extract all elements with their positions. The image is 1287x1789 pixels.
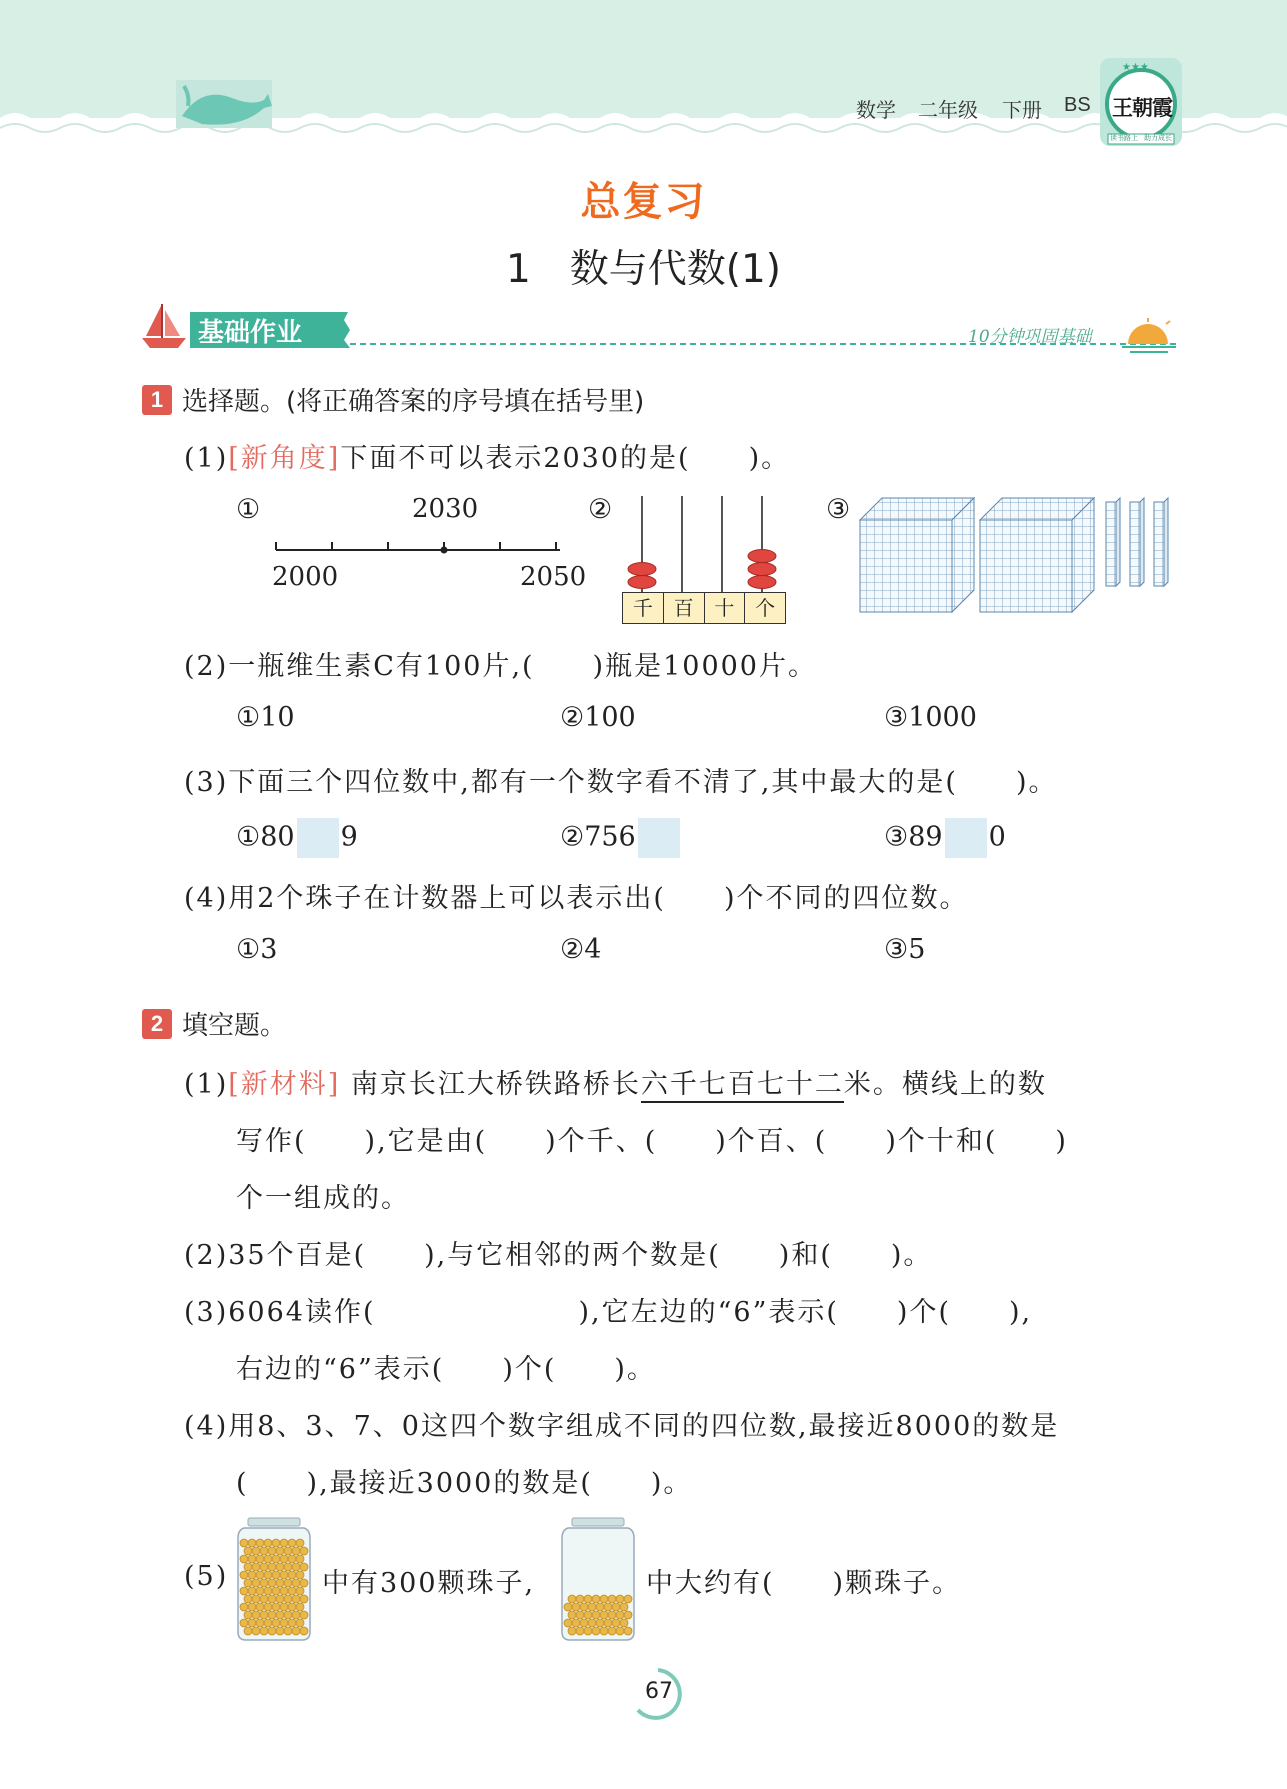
abacus [620, 494, 790, 594]
bead [592, 1595, 600, 1603]
bead [272, 1555, 280, 1563]
bead [576, 1611, 584, 1619]
q2-p1-underlined-number: 六千七百七十二 [641, 1069, 844, 1103]
page-title: 总复习 [580, 179, 707, 225]
bead [272, 1539, 280, 1547]
abacus-label-row [622, 592, 786, 624]
bead [260, 1627, 268, 1635]
header-volume: 下册 [1002, 100, 1042, 122]
bead [288, 1555, 296, 1563]
bead [244, 1579, 252, 1587]
bead [240, 1603, 248, 1611]
number-line [270, 534, 566, 564]
q2-p5-post: 中大约有( )颗珠子。 [646, 1568, 962, 1599]
bead [620, 1603, 628, 1611]
bead [596, 1603, 604, 1611]
smudged-digit-box [945, 818, 987, 858]
bead [616, 1595, 624, 1603]
bead [252, 1563, 260, 1571]
bead [568, 1611, 576, 1619]
bead [572, 1619, 580, 1627]
bead [288, 1587, 296, 1595]
logo-sub-left: 读书路上 [1110, 134, 1138, 142]
bead [248, 1603, 256, 1611]
bead [276, 1611, 284, 1619]
numline-top-label: 2030 [412, 494, 479, 524]
q2-p5-mid: 中有300颗珠子, [322, 1568, 536, 1599]
bead [564, 1603, 572, 1611]
bead [576, 1595, 584, 1603]
bead [248, 1571, 256, 1579]
thousand-cube-2 [980, 498, 1094, 612]
q2-p1-line1 [184, 1062, 1047, 1101]
bead [252, 1611, 260, 1619]
q1-p3-option-1 [236, 818, 358, 858]
bead [588, 1619, 596, 1627]
bead [264, 1603, 272, 1611]
bead [244, 1547, 252, 1555]
q2-p1-line3: 个一组成的。 [236, 1183, 410, 1214]
bead [296, 1539, 304, 1547]
bead [256, 1555, 264, 1563]
bead [244, 1595, 252, 1603]
partial-bead-jar-icon [558, 1516, 638, 1642]
q1-p3-option-3-post: 0 [988, 821, 1006, 853]
bead [600, 1627, 608, 1635]
bead [252, 1627, 260, 1635]
bead [284, 1579, 292, 1587]
header-edition: BS [1064, 94, 1091, 116]
q1-p1-index: (1) [184, 443, 229, 474]
bead [300, 1595, 308, 1603]
bead [592, 1627, 600, 1635]
bead [272, 1587, 280, 1595]
abacus-bead [748, 563, 776, 576]
bead [624, 1595, 632, 1603]
bead [268, 1611, 276, 1619]
full-bead-jar-icon [234, 1516, 314, 1642]
q1-p4-option-2: ②4 [560, 934, 602, 965]
bead [280, 1587, 288, 1595]
bead [296, 1603, 304, 1611]
bead [616, 1627, 624, 1635]
bead [584, 1595, 592, 1603]
bead [252, 1595, 260, 1603]
bead [244, 1563, 252, 1571]
q1-p1-stem [184, 436, 790, 475]
bead [596, 1619, 604, 1627]
bead [604, 1603, 612, 1611]
q2-p2-line1: (2)35个百是( ),与它相邻的两个数是( )和( )。 [184, 1240, 933, 1271]
logo-text: 王朝霞 [1112, 95, 1172, 120]
bead [260, 1563, 268, 1571]
q1-p2-option-1: ①10 [236, 702, 295, 733]
bead [584, 1611, 592, 1619]
numline-left-label: 2000 [272, 562, 339, 592]
bead [296, 1619, 304, 1627]
bead [240, 1555, 248, 1563]
bead [292, 1579, 300, 1587]
q2-p1-line2: 写作( ),它是由( )个千、( )个百、( )个十和( ) [236, 1126, 1068, 1157]
base-ten-blocks [858, 494, 1178, 614]
bead [260, 1547, 268, 1555]
question-1-heading: 选择题。(将正确答案的序号填在括号里) [182, 387, 645, 417]
bead [568, 1627, 576, 1635]
bead [276, 1595, 284, 1603]
bead [564, 1619, 572, 1627]
bead [600, 1595, 608, 1603]
bead [264, 1571, 272, 1579]
bead [272, 1619, 280, 1627]
question-number-2: 2 [142, 1009, 172, 1039]
q2-p4-line1: (4)用8、3、7、0这四个数字组成不同的四位数,最接近8000的数是 [184, 1411, 1060, 1442]
bead [284, 1627, 292, 1635]
section-label: 基础作业 [198, 318, 303, 348]
bead [248, 1619, 256, 1627]
bead [300, 1547, 308, 1555]
bead [264, 1555, 272, 1563]
q1-p3-option-1-post: 9 [340, 821, 358, 853]
bead [276, 1563, 284, 1571]
bead [300, 1563, 308, 1571]
q1-p3-option-3 [884, 818, 1006, 858]
q1-p1-opt3-mark: ③ [826, 494, 851, 525]
question-2-heading: 填空题。 [182, 1011, 287, 1041]
bead [300, 1611, 308, 1619]
bead [624, 1611, 632, 1619]
bead [572, 1603, 580, 1611]
bead [272, 1571, 280, 1579]
bead [288, 1603, 296, 1611]
bead [588, 1603, 596, 1611]
bead [612, 1603, 620, 1611]
bead [604, 1619, 612, 1627]
bead [288, 1539, 296, 1547]
bead [240, 1539, 248, 1547]
ten-rod-2 [1130, 498, 1144, 586]
bead [256, 1571, 264, 1579]
bead [292, 1611, 300, 1619]
bead [608, 1595, 616, 1603]
q2-p5-index: (5) [184, 1561, 229, 1592]
bead [284, 1611, 292, 1619]
brand-logo [1098, 56, 1184, 148]
ten-rod-1 [1106, 498, 1120, 586]
bead [624, 1627, 632, 1635]
bead [600, 1611, 608, 1619]
bead [252, 1547, 260, 1555]
abacus-label-thousands: 千 [623, 593, 664, 623]
logo-sub-right: 助力成长 [1144, 134, 1172, 142]
bead [292, 1627, 300, 1635]
bead [272, 1603, 280, 1611]
bead [292, 1547, 300, 1555]
abacus-label-ones: 个 [755, 596, 776, 620]
bead [256, 1603, 264, 1611]
q1-p2-stem: (2)一瓶维生素C有100片,( )瓶是10000片。 [184, 651, 817, 682]
page-number: 67 [645, 1679, 673, 1704]
smudged-digit-box [638, 818, 680, 858]
bead [248, 1539, 256, 1547]
q1-p4-stem: (4)用2个珠子在计数器上可以表示出( )个不同的四位数。 [184, 883, 969, 914]
q1-p1-opt1-mark: ① [236, 494, 261, 525]
bead [252, 1579, 260, 1587]
bead [296, 1571, 304, 1579]
bead [248, 1555, 256, 1563]
q2-p3-line1: (3)6064读作( ),它左边的“6”表示( )个( ), [184, 1297, 1033, 1328]
bead [268, 1627, 276, 1635]
bead [276, 1579, 284, 1587]
q1-p1-text: 下面不可以表示2030的是( )。 [340, 443, 791, 474]
bead [264, 1587, 272, 1595]
bead [240, 1571, 248, 1579]
bead [616, 1611, 624, 1619]
header-grade: 二年级 [918, 100, 978, 122]
abacus-label-hundreds: 百 [664, 593, 705, 623]
q1-p3-stem: (3)下面三个四位数中,都有一个数字看不清了,其中最大的是( )。 [184, 767, 1058, 798]
sailboat-icon [140, 302, 188, 350]
bead [260, 1579, 268, 1587]
q1-p3-option-2-pre: ②756 [560, 821, 636, 853]
abacus-bead [628, 563, 656, 576]
bead [620, 1619, 628, 1627]
q1-p3-option-2 [560, 818, 682, 858]
q2-p4-line2: ( ),最接近3000的数是( )。 [236, 1468, 693, 1499]
bead [580, 1619, 588, 1627]
svg-text:★★★: ★★★ [1122, 62, 1149, 73]
thousand-cube-1 [860, 498, 974, 612]
bead [576, 1627, 584, 1635]
bead [256, 1587, 264, 1595]
bead [240, 1587, 248, 1595]
ten-rod-3 [1154, 498, 1168, 586]
bead [260, 1611, 268, 1619]
bead [264, 1619, 272, 1627]
bead [568, 1595, 576, 1603]
section-note: 10分钟巩固基础 [968, 327, 1092, 347]
bead [284, 1595, 292, 1603]
bead [256, 1539, 264, 1547]
bead [260, 1595, 268, 1603]
q1-p2-option-2: ②100 [560, 702, 636, 733]
bead [300, 1579, 308, 1587]
bead [296, 1555, 304, 1563]
whale-icon [172, 76, 276, 132]
bead [268, 1563, 276, 1571]
q1-p3-option-1-pre: ①80 [236, 821, 295, 853]
bead [256, 1619, 264, 1627]
bead [580, 1603, 588, 1611]
bead [276, 1627, 284, 1635]
header-subject: 数学 [856, 100, 896, 122]
bead [300, 1627, 308, 1635]
bead [592, 1611, 600, 1619]
bead [608, 1627, 616, 1635]
bead [276, 1547, 284, 1555]
q1-p4-option-3: ③5 [884, 934, 926, 965]
bead [248, 1587, 256, 1595]
bead [268, 1595, 276, 1603]
bead [280, 1539, 288, 1547]
bead [612, 1619, 620, 1627]
numline-right-label: 2050 [520, 562, 587, 592]
q2-p1-mid: 南京长江大桥铁路桥长 [350, 1069, 641, 1100]
q2-p1-post: 米。横线上的数 [843, 1069, 1047, 1100]
q1-p1-tag: [新角度] [228, 443, 341, 474]
bead [240, 1619, 248, 1627]
q2-p1-tag: [新材料] [228, 1069, 341, 1100]
bead [284, 1563, 292, 1571]
bead [268, 1547, 276, 1555]
bead [288, 1619, 296, 1627]
bead [280, 1603, 288, 1611]
q1-p2-option-3: ③1000 [884, 702, 977, 733]
q2-p1-index: (1) [184, 1069, 229, 1100]
bead [584, 1627, 592, 1635]
bead [280, 1571, 288, 1579]
sunset-icon [1120, 316, 1178, 356]
question-number-1: 1 [142, 385, 172, 415]
bead [244, 1611, 252, 1619]
q1-p4-option-1: ①3 [236, 934, 278, 965]
bead [264, 1539, 272, 1547]
bead [280, 1555, 288, 1563]
page-subtitle: 1 数与代数(1) [505, 247, 782, 292]
abacus-bead [628, 576, 656, 589]
bead [288, 1571, 296, 1579]
abacus-bead [748, 550, 776, 563]
bead [268, 1579, 276, 1587]
bead [280, 1619, 288, 1627]
bead [608, 1611, 616, 1619]
smudged-digit-box [297, 818, 339, 858]
q1-p1-opt2-mark: ② [588, 494, 613, 525]
bead [292, 1563, 300, 1571]
bead [292, 1595, 300, 1603]
bead [244, 1627, 252, 1635]
bead [296, 1587, 304, 1595]
bead [284, 1547, 292, 1555]
abacus-bead [748, 576, 776, 589]
abacus-label-tens: 十 [705, 593, 746, 623]
q1-p3-option-3-pre: ③89 [884, 821, 943, 853]
q2-p3-line2: 右边的“6”表示( )个( )。 [236, 1354, 656, 1385]
